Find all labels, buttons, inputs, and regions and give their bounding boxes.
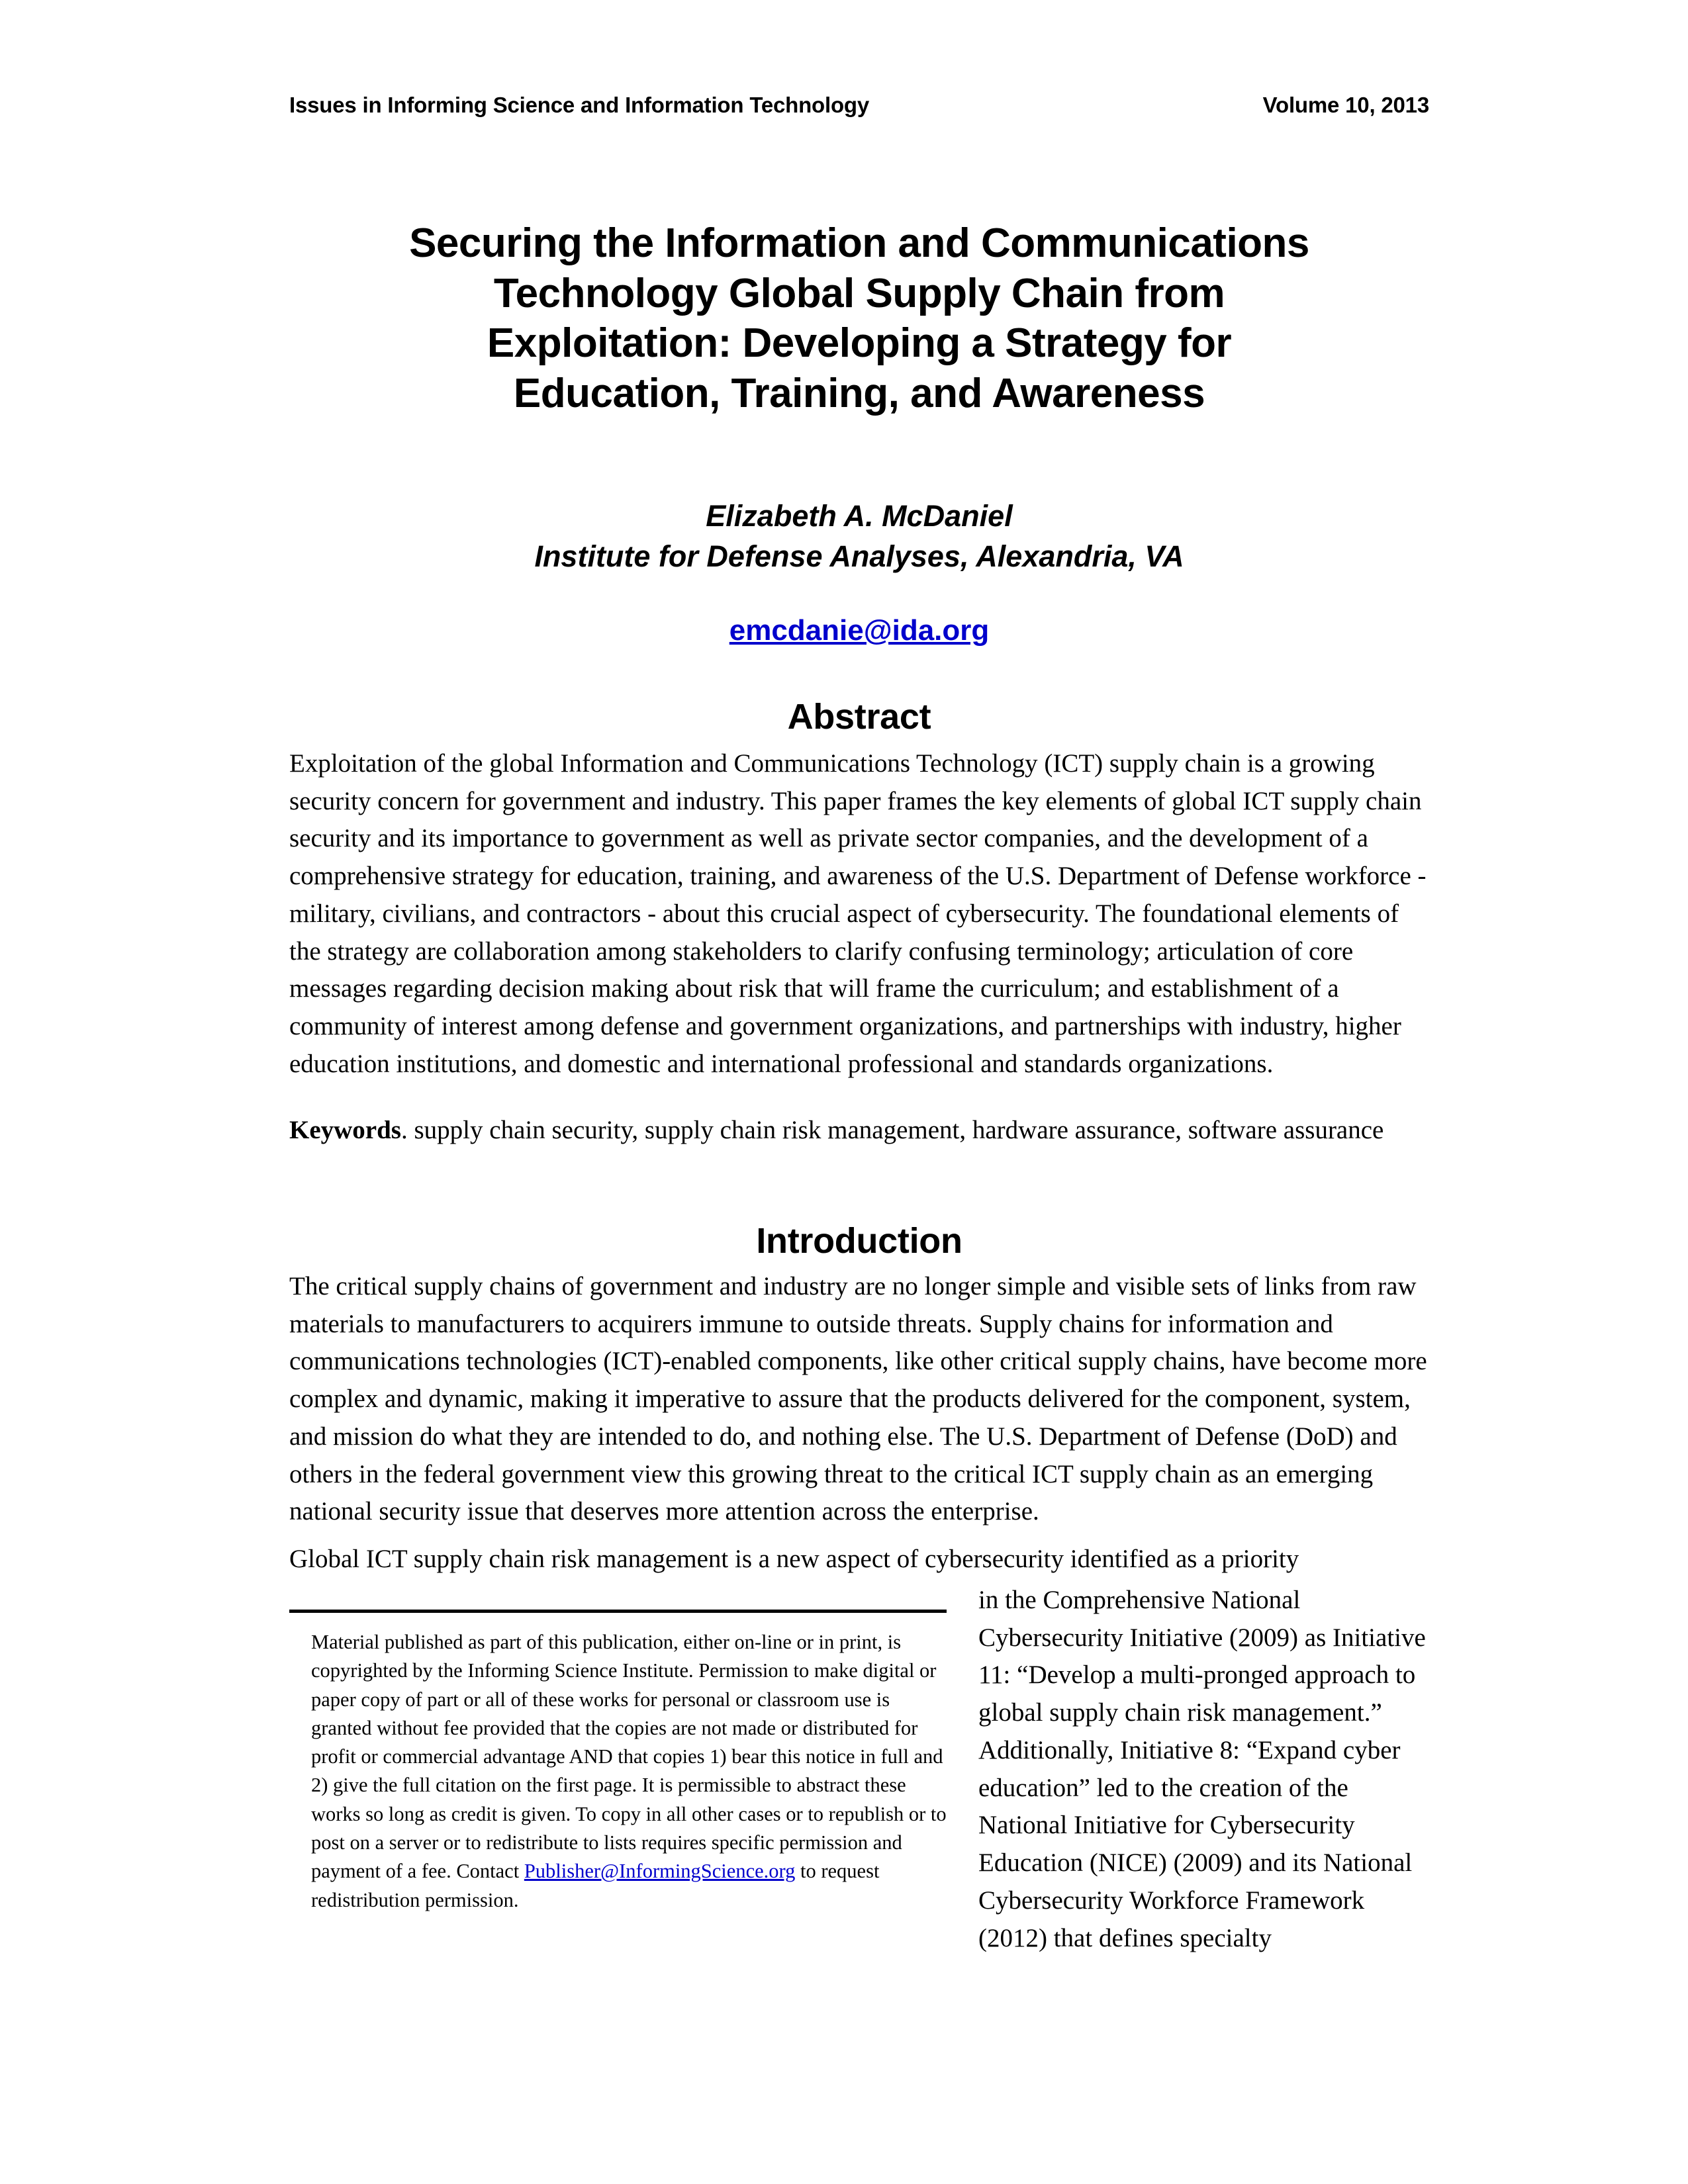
title-line-3: Exploitation: Developing a Strategy for [487, 320, 1232, 367]
introduction-heading: Introduction [756, 1221, 962, 1261]
abstract-heading-wrapper [289, 691, 1429, 743]
author-name: Elizabeth A. McDaniel [706, 499, 1013, 533]
keywords-list: . supply chain security, supply chain risk management, hardware assurance, software assurance [401, 1116, 1384, 1144]
title-line-4: Education, Training, and Awareness [513, 370, 1205, 416]
author-affiliation: Institute for Defense Analyses, Alexandria, VA [534, 539, 1184, 573]
introduction-heading-wrapper [289, 1215, 1429, 1267]
author-email-link[interactable]: emcdanie@ida.org [729, 614, 990, 647]
keywords-section [289, 1112, 1429, 1150]
author-email-block [289, 614, 1429, 647]
page-title [289, 218, 1429, 419]
running-head [289, 93, 1429, 118]
publisher-email-link[interactable]: Publisher@InformingScience.org [524, 1860, 796, 1883]
introduction-section [289, 1268, 1429, 1531]
introduction-paragraph-2-wrap [978, 1582, 1429, 1957]
keywords-paragraph [289, 1112, 1429, 1150]
running-head-journal: Issues in Informing Science and Information Technology [289, 93, 870, 117]
title-line-2: Technology Global Supply Chain from [493, 270, 1225, 316]
copyright-notice-text [311, 1628, 947, 1915]
abstract-paragraph: Exploitation of the global Information and Communications Technology (ICT) supply chain is a growing security concern for government and industry. This paper frames the key elements of global ICT supply chain security and its importance to government as well as private sector companies, and the development of a comprehensive strategy for education, training, and awareness of the U.S. Department of Defense workforce - military, civilians, and contractors - about this crucial aspect of cybersecurity. The foundational elements of the strategy are collaboration among stakeholders to clarify confusing terminology; articulation of core messages regarding decision making about risk that will frame the curriculum; and establishment of a community of interest among defense and government organizations, and partnerships with industry, higher education institutions, and domestic and international professional and standards organizations. [289, 749, 1427, 1078]
running-head-volume: Volume 10, 2013 [1262, 93, 1429, 117]
copyright-notice-part-2: to request redistribution permission. [311, 1860, 880, 1911]
copyright-notice-divider [289, 1610, 947, 1613]
introduction-paragraph-2-lead: Global ICT supply chain risk management is a new aspect of cybersecurity identified as a priority [289, 1545, 1299, 1573]
abstract-section [289, 745, 1429, 1083]
title-line-1: Securing the Information and Communications [409, 220, 1309, 266]
copyright-notice [311, 1628, 947, 1915]
title-block [289, 218, 1429, 419]
keywords-label: Keywords [289, 1116, 401, 1144]
author-block [289, 496, 1429, 577]
introduction-paragraph-2-lead-wrapper [289, 1541, 1429, 1578]
copyright-notice-part-1: Material published as part of this publication, either on-line or in print, is copyrighted by the Informing Science Institute. Permission to make digital or paper copy of part or all of these works for personal or classroom use is granted without fee provided that the copies are not made or distributed for profit or commercial advantage AND that copies 1) bear this notice in full and 2) give the full citation on the first page. It is permissible to abstract these works so long as credit is given. To copy in all other cases or to republish or to post on a server or to redistribute to lists requires specific permission and payment of a fee. Contact [311, 1631, 947, 1883]
introduction-paragraph-1: The critical supply chains of government and industry are no longer simple and visible sets of links from raw materials to manufacturers to acquirers immune to outside threats. Supply chains for information and communications technologies (ICT)-enabled components, like other critical supply chains, have become more complex and dynamic, making it imperative to assure that the products delivered for the component, system, and mission do what they are intended to do, and nothing else. The U.S. Department of Defense (DoD) and others in the federal government view this growing threat to the critical ICT supply chain as an emerging national security issue that deserves more attention across the enterprise. [289, 1272, 1427, 1526]
introduction-paragraph-2-wrap-text: in the Comprehensive National Cybersecurity Initiative (2009) as Initiative 11: “Develop a multi-pronged approach to global supply chain risk management.” Additionally, Initiative 8: “Expand cyber education” led to the creation of the National Initiative for Cybersecurity Education (NICE) (2009) and its National Cybersecurity Workforce Framework (2012) that defines specialty [978, 1586, 1426, 1952]
abstract-heading: Abstract [787, 697, 931, 737]
